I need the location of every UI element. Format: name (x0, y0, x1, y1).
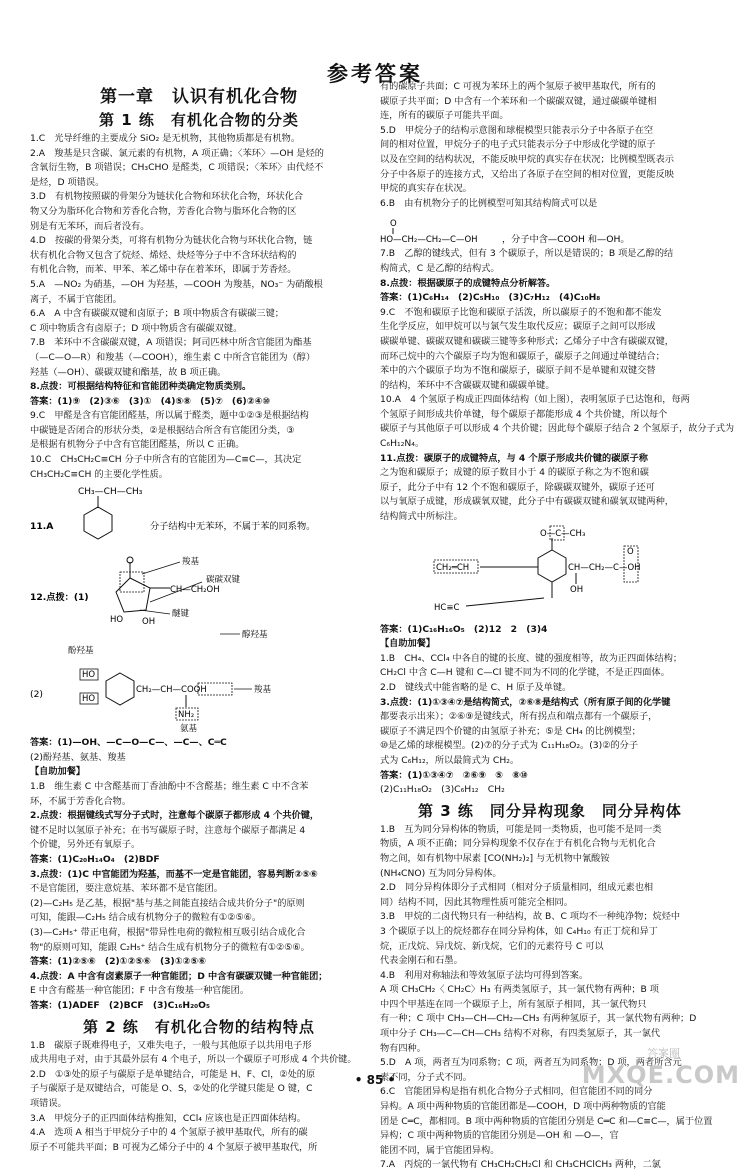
answer-line: 答案：(1)①③④⑦ ②⑥⑨ ⑤ ⑧⑩ (380, 769, 528, 781)
svg-text:O: O (627, 546, 634, 557)
answer-line: 3.点拨：(1)①③④⑦是结构简式，②⑥⑧是结构式（所有原子间的化学键 (380, 696, 671, 708)
answer-line: 物之间，如有机物中尿素 [CO(NH₂)₂] 与无机物中氰酸铵 (380, 852, 610, 864)
answer-line: 素不同，分子式不同。 (380, 1071, 472, 1083)
answer-block-7 (380, 823, 720, 1173)
q11-text: 分子结构中无苯环，不属于苯的同系物。 (150, 521, 316, 533)
answer-line: 连，所有的碳原子可能共平面。 (380, 110, 509, 122)
answer-line: 【自助加餐】 (380, 638, 436, 650)
cyclohexyl-isopropyl-structure (30, 483, 368, 551)
answer-line: 式为 C₆H₁₂，所以最简式为 CH₂。 (380, 754, 520, 766)
answer-line: 同）结构不同，因此其物理性质可能完全相同。 (380, 896, 573, 908)
q12-label-phenol: 酚羟基 (68, 646, 94, 657)
q11-figure-right (380, 526, 720, 622)
section-heading-1: 第 1 练 有机化合物的分类 (99, 111, 299, 129)
answer-line: 子与碳原子是双键结合，可能是 O、S，②处的化学键只能是 O 键，C (30, 1083, 313, 1095)
answer-line: 甲烷的真实存在状况。 (380, 183, 472, 195)
levodopa-structure (30, 643, 368, 735)
q12-label-amino: 氨基 (180, 724, 198, 735)
answer-line: 5.D 甲烷分子的结构示意图和球棍模型只能表示分子中各原子在空 (380, 124, 654, 136)
answer-line: 6.A A 中含有碳碳双键和卤原子；B 项中物质含有碳碳三键； (30, 308, 284, 320)
answer-line: 4.D 按碳的骨架分类，可将有机物分为链状化合物与环状化合物，链 (30, 235, 313, 247)
answer-line: 10.A 4 个氢原子构成正四面体结构（如上图），表明氢原子已达饱和，每两 (380, 394, 690, 406)
svg-text:CH—CH₂OH: CH—CH₂OH (170, 585, 220, 596)
answer-line: 项中分子 CH₃—C—CH—CH₃ 结构不对称，有四类氢原子，其一氯代 (380, 1028, 661, 1040)
q12-label-double: 碳碳双键 (206, 575, 241, 586)
answer-line: 生化学反应，如甲烷可以与氯气发生取代反应；碳原子之间可以形成 (380, 321, 656, 333)
answer-line: 6.C 官能团异构是指有机化合物分子式相同，但官能团不同的同分 (380, 1086, 653, 1098)
chapter-heading: 第一章 认识有机化合物 (100, 87, 298, 107)
answer-line: 11.点拨：碳原子的成键特点，与 4 个原子形成共价键的碳原子称 (380, 452, 648, 464)
answer-line: 物又分为脂环化合物和芳香化合物，芳香化合物与脂环化合物的区 (30, 205, 297, 217)
q11-label: 11.A (30, 521, 54, 533)
q6-figure (380, 212, 720, 246)
answer-line: 3 个碳原子以上的烷烃都存在同分异构体，如 C₄H₁₀ 有正丁烷和异丁 (380, 925, 658, 937)
q12-label-alcohol: 醇羟基 (242, 630, 268, 641)
answer-line: 8.点拨：可根据结构特征和官能团种类确定物质类别。 (30, 381, 252, 393)
answer-block-5 (380, 247, 735, 524)
svg-text:HO: HO (110, 615, 124, 626)
answer-line: 碳原子与其他原子可以形成 4 个共价键；因此每个碳原子结合 2 个氢原子，故分子式为 (380, 423, 735, 435)
answer-line: 6.B 由有机物分子的比例模型可知其结构简式可以是 (380, 197, 598, 209)
answer-line: 7.A 丙烷的一氯代物有 CH₃CH₂CH₂Cl 和 CH₃CHClCH₃ 两种，二氯 (380, 1159, 661, 1171)
svg-text:HO: HO (82, 670, 96, 681)
answer-line: 的结构，苯环中不含碳碳双键和碳碳单键。 (380, 379, 555, 391)
answer-line: E 中含有醛基一种官能团；F 中含有羧基一种官能团。 (30, 985, 250, 997)
svg-text:HC≡C: HC≡C (434, 602, 460, 613)
answer-line: 9.C 甲醛是含有官能团醛基，所以属于醛类，题中①②③是根据结构 (30, 410, 309, 422)
answer-line: CH₃CH₂C≡CH 的主要化学性质。 (30, 468, 168, 480)
answer-block-3 (30, 1039, 368, 1156)
answer-line: 1.C 光导纤维的主要成分 SiO₂ 是无机物，其他物质都是有机物。 (30, 133, 301, 144)
answer-line: 能团不同，属于官能团异构。 (380, 1144, 500, 1156)
answer-line: 原子不可能共平面；B 可视为乙烯分子中的 4 个氢原子被甲基取代，所 (30, 1141, 318, 1153)
hydroxy-acid-structure (380, 212, 720, 246)
answer-line: 状有机化合物又包含了烷烃、烯烃、炔烃等分子中不含环状结构的 (30, 249, 297, 261)
answer-line: C₆H₁₂N₄。 (380, 438, 425, 450)
vitamin-c-structure (30, 552, 368, 642)
answer-line: (2)C₁₁H₁₈O₂ (3)C₆H₁₂ CH₂ (380, 784, 505, 796)
svg-text:O—C—CH₃: O—C—CH₃ (540, 528, 586, 539)
answer-line: 结构简式中所标注。 (380, 511, 463, 523)
page-title: 参考答案 (327, 62, 423, 86)
left-column (30, 82, 368, 1153)
answer-line: 烷，正戊烷、异戊烷、新戊烷，它们的元素符号 C 可以 (380, 940, 604, 952)
page-number: • 85 • (354, 1073, 396, 1087)
answer-line: 间的相对位置，甲烷分子的电子式只能表示分子中形成化学键的原子 (380, 139, 656, 151)
answer-line: 不是官能团，要注意烷基、苯环都不是官能团。 (30, 883, 223, 895)
answer-line: 中碳链是否闭合的形状分类，②是根据结合所含有官能团分类，③ (30, 424, 295, 436)
answer-line: (2)—C₂H₅ 是乙基，根据"基与基之间能直接结合成共价分子"的原则 (30, 897, 305, 909)
answer-line: 1.B 碳原子既难得电子，又难失电子，一般与其他原子以共用电子形 (30, 1039, 312, 1051)
answer-line: 环，不属于芳香化合物。 (30, 795, 132, 807)
answer-line: 2.A 羧基是只含碳、氯元素的有机物，A 项正确；〈苯环〉—OH 是烃的 (30, 147, 324, 159)
answer-line: 7.B 苯环中不含碳碳双键，A 项错误；阿司匹林中所含官能团为酯基 (30, 337, 312, 349)
answer-line: 5.D A 项，两者互为同系物；C 项，两者互为同系物；D 项，两者所含元 (380, 1057, 682, 1069)
q12-2-label: (2) (30, 689, 44, 701)
answer-line: 4.A 选项 A 相当于甲烷分子中的 4 个氢原子被甲基取代，所有的碳 (30, 1127, 308, 1139)
answer-line: 物"的原则可知，能跟 C₂H₅⁺ 结合生成有机物分子的微粒有①②⑤⑥。 (30, 941, 310, 953)
answer-line: 而环己烷中的六个碳原子均为饱和碳原子，碳原子之间通过单键结合； (380, 350, 665, 362)
answer-line: 个价键，另外还有氧原子。 (30, 839, 141, 851)
answer-line: 是根据有机物分子中含有官能团醛基，所以 C 正确。 (30, 439, 245, 451)
svg-text:CH₂═CH: CH₂═CH (436, 562, 470, 573)
answer-line: 别是有无苯环，而后者没有。 (30, 220, 150, 232)
svg-text:NH₂: NH₂ (178, 710, 195, 721)
answer-line: 之为饱和碳原子；成键的原子数目小于 4 的碳原子称之为不饱和碳 (380, 467, 649, 479)
answer-line: 分子中各原子的连接方式，又给出了各原子在空间的相对位置，更能反映 (380, 168, 674, 180)
answer-line: 2.D 同分异构体即分子式相同（相对分子质量相同，组成元素也相 (380, 882, 654, 894)
svg-text:O: O (390, 219, 397, 230)
answer-line: (2)酚羟基、氨基、羧基 (30, 751, 126, 763)
answer-line: 3.A 甲烷分子的正四面体结构推知，CCl₄ 应该也是正四面体结构。 (30, 1112, 306, 1124)
answer-line: 代表金刚石和石墨。 (380, 955, 463, 967)
answer-line: 10.C CH₃CH₂C≡CH 分子中所含有的官能团为—C≡C—，其决定 (30, 454, 302, 466)
q6-text: ，分子中含—COOH 和—OH。 (502, 234, 630, 246)
svg-text:CH₂—CH—COOH: CH₂—CH—COOH (136, 685, 207, 696)
svg-text:HO: HO (82, 694, 96, 705)
answer-line: 可知，能跟—C₂H₅ 结合成有机物分子的微粒有①②⑤⑥。 (30, 912, 262, 924)
answer-line: 以及在空间的结构状况，不能反映甲烷的真实存在状况；比例模型既表示 (380, 153, 674, 165)
answer-line: 苯中的六个碳原子均为不饱和碳原子，碳原子间不是单键和双键交替 (380, 365, 656, 377)
q11-formula: CH₃—CH—CH₃ (78, 487, 143, 498)
svg-text:HO—CH₂—CH₂—C—OH: HO—CH₂—CH₂—C—OH (380, 235, 478, 246)
answer-line: 1.B CH₄、CCl₄ 中各自的键的长度、键的强度相等，故为正四面体结构； (380, 652, 683, 664)
answer-line: 3.B 甲烷的二卤代物只有一种结构，故 B、C 项均不一种纯净物；烷烃中 (380, 911, 681, 923)
answer-line: 7.B 乙醇的键线式，但有 3 个碳原子，所以是错误的；B 项是乙醇的结 (380, 248, 674, 260)
q12-answer: 答案：(1)—OH、—C—O—C—、—C—、C═C (30, 737, 227, 749)
q11-answer-right: 答案：(1)C₁₆H₁₆O₅ (2)12 2 (3)4 (380, 623, 548, 635)
answer-line: 含氧衍生物，B 项错误；CH₃CHO 是醛类，C 项错误；〈苯环〉由代烃不 (30, 162, 324, 174)
answer-block-2 (30, 751, 368, 1014)
answer-line: 5.A —NO₂ 为硝基，—OH 为羟基，—COOH 为羧基，NO₃⁻ 为硝酸根 (30, 278, 323, 290)
watermark-sub: 答案圈 (647, 1047, 680, 1060)
answer-line: 2.D 键线式中能省略的是 C、H 原子及单键。 (380, 682, 572, 693)
answer-line: 团是 C═C，都相同。B 项中两种物质的官能团分别是 C═C 和—C≡C—，属于位置 (380, 1115, 713, 1127)
answer-line: 个氢原子间形成共价单键，每个碳原子都能形成 4 个共价键，所以每个 (380, 408, 668, 420)
answer-line: (3)—C₂H₅⁺ 带正电荷，根据"带异性电荷的微粒相互吸引结合成化合 (30, 926, 306, 938)
answer-line: 4.点拨：A 中含有卤素原子一种官能团；D 中含有碳碳双键一种官能团； (30, 970, 328, 982)
answer-line: 答案：(1)ADEF (2)BCF (3)C₁₆H₂₀O₅ (30, 999, 210, 1011)
answer-line: 物有四种。 (380, 1042, 426, 1054)
q11-figure (30, 483, 368, 551)
answer-line: 离子，不属于官能团。 (30, 293, 122, 305)
answer-line: A 项 CH₃CH₂〈 CH₂C〉H₃ 有两类氢原子，其一氯代物有两种；B 项 (380, 984, 659, 996)
answer-line: （—C—O—R）和羧基（—COOH），维生素 C 中所含官能团为（醇） (30, 351, 316, 363)
section-heading-2: 第 2 练 有机化合物的结构特点 (83, 1017, 315, 1036)
section-heading-3: 第 3 练 同分异构现象 同分异构体 (418, 801, 682, 820)
q12-label-carboxyl: 羧基 (182, 557, 200, 568)
answer-line: 中四个甲基连在同一个碳原子上，所有氢原子相同，其一氯代物只 (380, 998, 647, 1010)
answer-line: C 项中物质含有卤原子；D 项中物质含有碳碳双键。 (30, 322, 243, 334)
answer-line: 成共用电子对，由于其最外层有 4 个电子，所以一个碳原子可形成 4 个共价键。 (30, 1054, 357, 1066)
answer-line: 碳原子共平面；D 中含有一个苯环和一个碳碳双键，通过碳碳单键相 (380, 95, 657, 107)
svg-text:OH: OH (570, 584, 584, 595)
answer-line: 2.点拨：根据键线式写分子式时，注意每个碳原子都形成 4 个共价键， (30, 810, 320, 822)
answer-line: 答案：(1)C₂₀H₁₄O₄ (2)BDF (30, 854, 160, 865)
answer-line: 异构；C 项中两种物质的官能团分别是—OH 和 —O—，官 (380, 1130, 619, 1142)
answer-line: ⑩是乙烯的球棍模型。(2)⑦的分子式为 C₁₁H₁₈O₂。(3)②的分子 (380, 740, 639, 752)
answer-line: 3.D 有机物按照碳的骨架分为链状化合物和环状化合物，环状化合 (30, 191, 304, 203)
answer-line: CH₂Cl 中含 C—H 键和 C—Cl 键不同为不同的化学键，不是正四面体。 (380, 667, 670, 679)
answer-line: 以与氧原子成键，形成碳氧双键，此分子中有碳碳双键和碳氧双键两种， (380, 496, 674, 508)
q12-label-carboxyl-2: 羧基 (254, 685, 272, 696)
answer-line: 8.点拨：根据碳原子的成键特点分析解答。 (380, 277, 556, 289)
answer-line: 答案：(1)⑨ (2)③⑥ (3)① (4)⑤⑧ (5)⑦ (6)②④⑩ (30, 395, 271, 407)
answer-line: 有一种；C 项中 CH₃—CH—CH₂—CH₃ 有两种氢原子，其一氯代物有两种；D (380, 1013, 697, 1025)
answer-line: 1.B 互为同分异构体的物质，可能是同一类物质，也可能不是同一类 (380, 823, 662, 835)
answer-line: 碳原子不满足四个价键的由氢原子补充；⑤是 CH₄ 的比例模型； (380, 725, 641, 737)
answer-line: 【自助加餐】 (30, 766, 86, 778)
answer-line: 3.点拨：(1)C 中官能团为羟基，而基不一定是官能团，容易判断②⑤⑥ (30, 868, 318, 880)
answer-line: 2.D ①③处的原子与碳原子是单键结合，可能是 H、F、Cl，②处的原 (30, 1068, 316, 1080)
svg-text:OH: OH (142, 617, 156, 628)
answer-line: 有机化合物，而苯、甲苯、苯乙烯中存在着苯环，即属于芳香烃。 (30, 264, 297, 276)
answer-line: 键不足时以氢原子补充；在书写碳原子时，注意每个碳原子都满足 4 (30, 824, 306, 836)
answer-line: 原子，此分子中有 12 个不饱和碳原子，除碳碳双键外，碳原子还可 (380, 481, 655, 493)
answer-line: 项错误。 (30, 1097, 67, 1109)
q12-label: 12.点拨：(1) (30, 592, 89, 604)
answer-line: 1.B 维生素 C 中含醛基而丁香油酚中不含醛基；维生素 C 中不含苯 (30, 781, 309, 793)
answer-block-4 (380, 80, 720, 211)
watermark-logo: MXQE.COM (581, 1061, 740, 1089)
q12-figure-2 (30, 643, 368, 735)
answer-line: 9.C 不饱和碳原子比饱和碳原子活泼，所以碳原子的不饱和都不能发 (380, 306, 662, 318)
answer-block-6 (380, 637, 720, 798)
answer-line: 是烃，D 项错误。 (30, 176, 105, 188)
q12-label-ether: 醚键 (172, 609, 190, 620)
q12-figure-1 (30, 552, 368, 642)
answer-line: 答案：(1)C₆H₁₄ (2)C₅H₁₀ (3)C₇H₁₂ (4)C₁₀H₈ (380, 292, 601, 304)
answer-line: 4.B 利用对称轴法和等效氢原子法均可得到答案。 (380, 969, 589, 981)
answer-line: (NH₄CNO) 互为同分异构体。 (380, 867, 502, 879)
answer-line: 碳碳单键、碳碳双键和碳碳三键等多种形式；乙烯分子中含有碳碳双键， (380, 335, 674, 347)
svg-text:CH—CH₂—C—OH: CH—CH₂—C—OH (568, 562, 641, 573)
answer-line: 有的碳原子共面；C 可视为苯环上的两个氢原子被甲基取代，所有的 (380, 81, 656, 92)
answer-line: 都要表示出来）；②⑥⑨是键线式，所有拐点和端点都有一个碳原子， (380, 711, 658, 723)
answer-line: 羟基（—OH）、碳碳双键和酯基，故 B 项正确。 (30, 366, 227, 378)
answer-line: 答案：(1)②⑤⑥ (2)①②⑤⑥ (3)①②⑤⑥ (30, 956, 206, 968)
answer-line: 构简式，C 是乙醇的结构式。 (380, 262, 500, 274)
answer-line: 异构。A 项中两种物质的官能团都是—COOH，D 项中两种物质的官能 (380, 1101, 666, 1113)
answer-line: 物质，A 项不正确；同分异构现象不仅存在于有机化合物与无机化合 (380, 838, 656, 850)
answer-block-1 (30, 132, 368, 482)
marked-structure (380, 526, 720, 622)
